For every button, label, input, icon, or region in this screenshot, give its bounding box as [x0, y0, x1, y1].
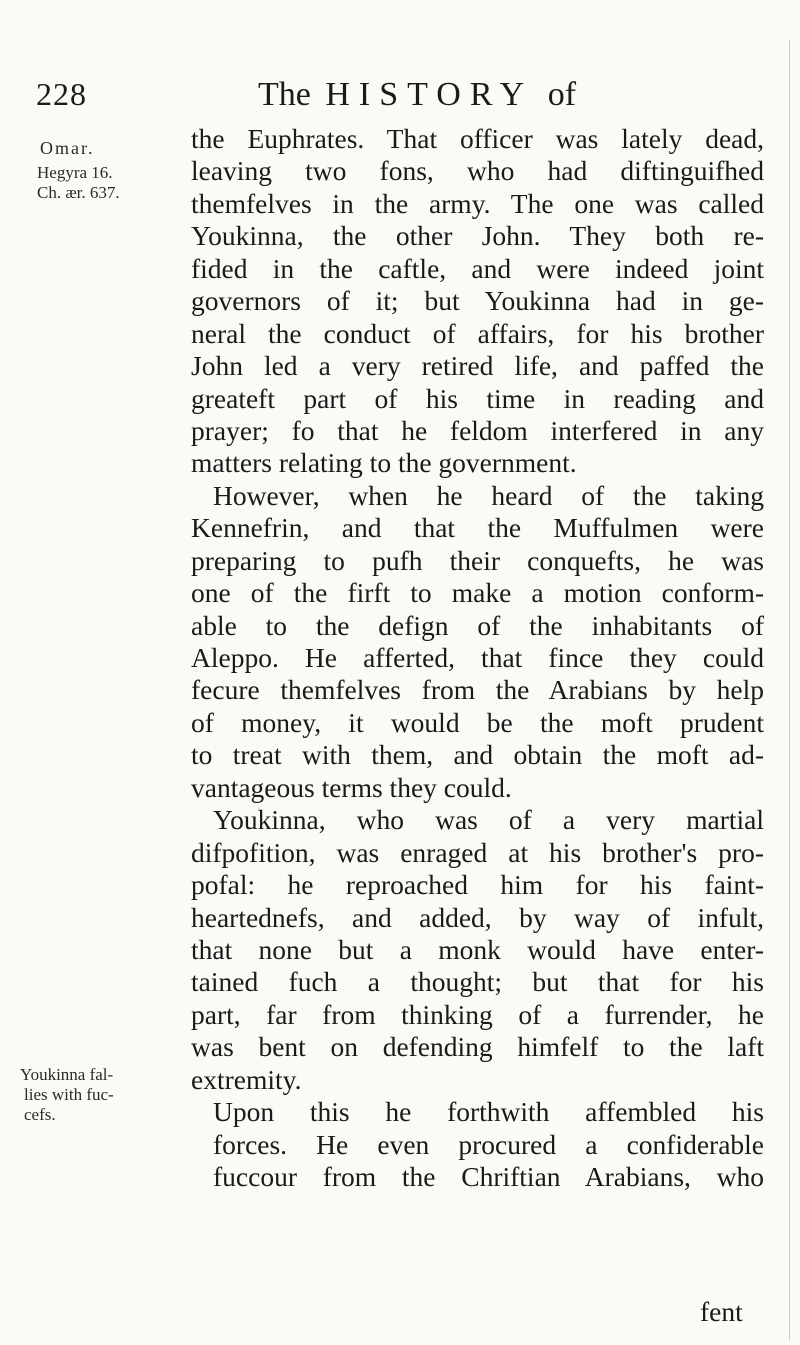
text-line: part, far from thinking of a furrender, he: [191, 998, 764, 1030]
text-line: Kennefrin, and that the Muffulmen were: [191, 512, 764, 544]
text-line: the Euphrates. That officer was lately dead,: [191, 123, 764, 154]
margin-note-hegyra: Hegyra 16.: [37, 163, 113, 182]
text-line: leaving two fons, who had diftinguifhed: [191, 155, 764, 187]
text-line: fided in the caftle, and were indeed joint: [191, 252, 764, 284]
text-line: prayer; fo that he feldom interfered in any: [191, 414, 764, 446]
text-line: Upon this he forthwith affembled his: [213, 1096, 764, 1128]
margin-note-youkinna-1: Youkinna fal-: [20, 1065, 114, 1084]
text-line: fecure themfelves from the Arabians by help: [191, 674, 764, 706]
text-line: Aleppo. He afferted, that fince they could: [191, 642, 764, 673]
title-prefix: The: [258, 76, 311, 113]
margin-note-chr-era: Ch. ær. 637.: [37, 183, 120, 202]
text-line: pofal: he reproached him for his faint-: [191, 869, 764, 901]
page-edge: [789, 40, 790, 1340]
text-line: extremity.: [191, 1063, 302, 1095]
text-line: preparing to pufh their conquefts, he was: [191, 544, 764, 576]
text-line: of money, it would be the moft prudent: [191, 706, 764, 738]
running-title: [258, 76, 576, 114]
page-number: 228: [36, 76, 87, 112]
text-line: neral the conduct of affairs, for his brother: [191, 317, 764, 349]
text-line: John led a very retired life, and paffed the: [191, 350, 764, 382]
text-line: difpofition, was enraged at his brother's pro-: [191, 836, 764, 868]
text-line: fuccour from the Chriftian Arabians, who: [213, 1161, 764, 1192]
text-line: heartednefs, and added, by way of infult,: [191, 901, 764, 933]
text-line: tained fuch a thought; but that for his: [191, 966, 764, 998]
title-suffix: of: [547, 76, 577, 113]
text-line: able to the defign of the inhabitants of: [191, 609, 764, 641]
text-line: Youkinna, who was of a very martial: [213, 804, 764, 836]
body-text: [191, 123, 764, 1193]
text-line: to treat with them, and obtain the moft ad-: [191, 739, 764, 771]
margin-note-youkinna-3: cefs.: [24, 1105, 56, 1124]
text-line: greateft part of his time in reading and: [191, 382, 764, 414]
text-line: that none but a monk would have enter-: [191, 933, 764, 965]
text-line: Youkinna, the other John. They both re-: [191, 220, 764, 252]
text-line: was bent on defending himfelf to the laft: [191, 1031, 764, 1063]
text-line: vantageous terms they could.: [191, 771, 512, 803]
text-line: one of the firft to make a motion conform-: [191, 577, 764, 609]
text-line: However, when he heard of the taking: [213, 479, 764, 511]
text-line: themfelves in the army. The one was called: [191, 187, 764, 219]
text-line: matters relating to the government.: [191, 447, 577, 479]
running-header: [0, 72, 800, 120]
title-caps: HISTORY: [325, 76, 534, 113]
text-line: governors of it; but Youkinna had in ge-: [191, 285, 764, 317]
catchword: fent: [700, 1296, 743, 1327]
margin-note-youkinna-2: lies with fuc-: [24, 1085, 114, 1104]
margin-note-omar: Omar.: [40, 138, 95, 158]
text-line: forces. He even procured a confiderable: [213, 1128, 764, 1160]
